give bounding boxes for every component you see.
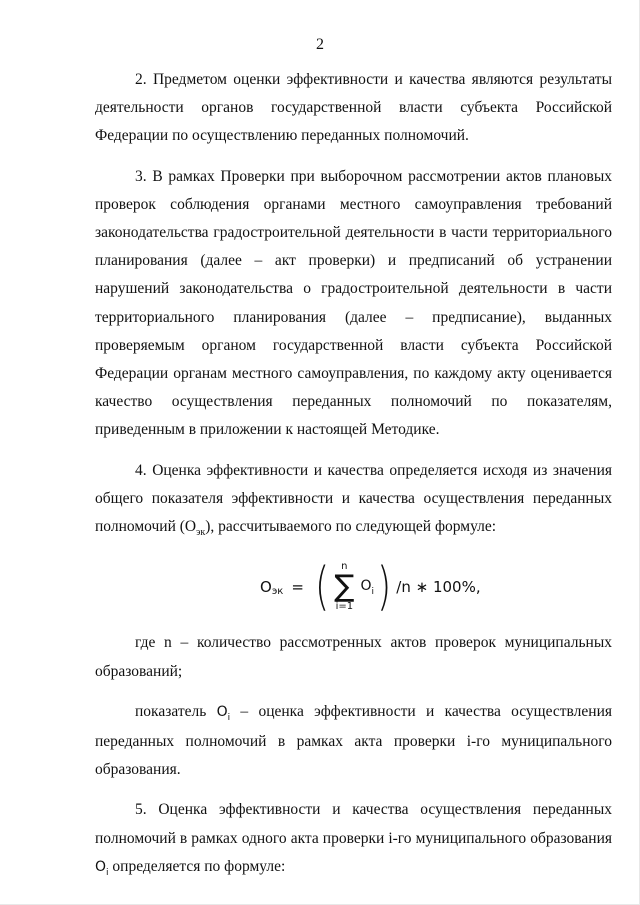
paragraph-5-tail: определяется по формуле: [112,857,286,875]
paragraph-4-subscript: эк [196,527,206,539]
paragraph-5 [95,796,612,883]
paragraph-where-n: где n – количество рассмотренных актов проверок муниципальных образований; [95,634,612,680]
paragraph-4-text: 4. Оценка эффективности и качества определяется исходя из значения общего показателя эффективности и качества осуществления переданных полномочий (О [95,461,612,536]
paragraph-4-tail: ), рассчитываемого по следующей формуле: [205,518,497,536]
formula-sum-lower: i=1 [335,601,354,613]
formula-right-paren: ) [377,557,392,618]
formula-equals: = [291,578,304,597]
sigma-icon: ∑ [334,569,355,605]
indicator-symbol-subscript: i [227,712,231,723]
paragraph-indicator [95,698,612,785]
formula-tail: /n ∗ 100%, [396,578,481,597]
document-body [95,66,612,883]
formula-lhs-subscript: эк [271,586,284,598]
formula-term-subscript: i [371,587,374,598]
indicator-text-after: – оценка эффективности и качества осуществления переданных полномочий в рамках акта проверки i-го муниципального образования. [95,702,612,779]
indicator-symbol-base: O [216,703,228,720]
formula-oek [260,551,481,623]
paragraph-5-symbol-subscript: i [106,867,109,878]
paragraph-2: 2. Предметом оценки эффективности и качества являются результаты деятельности органов государственной власти субъекта Российской Федерации по осуществлению переданных полномочий. [95,71,612,145]
formula-lhs-symbol: О [260,578,272,597]
formula-term [360,572,374,602]
formula-block [95,551,612,623]
paragraph-5-text: 5. Оценка эффективности и качества осуществления переданных полномочий в рамках одного акта проверки i-го муниципального образования [95,801,612,847]
paragraph-3: 3. В рамках Проверки при выборочном рассмотрении актов плановых проверок соблюдения органами местного самоуправления требований законодательства градостроительной деятельности в части территориального планирования (далее – акт проверки) и предписаний об устранении нарушений законодательства о градостроительной деятельности в части территориального планирования (далее – предписание), выданных проверяемым органом государственной власти субъекта Российской Федерации органам местного самоуправления, по каждому акту оценивается качество осуществления переданных полномочий по показателям, приведенным в приложении к настоящей Методике. [95,167,612,439]
page-number: 2 [316,36,324,53]
indicator-symbol [216,703,231,723]
formula-sum [334,562,354,612]
formula-term-symbol: O [360,578,372,595]
formula-left-paren: ( [314,557,330,618]
paragraph-5-symbol-base: O [95,858,107,875]
paragraph-5-symbol [95,858,109,878]
paragraph-4 [95,457,612,548]
formula-sum-upper: n [341,561,348,573]
indicator-text-before: показатель [135,702,217,720]
